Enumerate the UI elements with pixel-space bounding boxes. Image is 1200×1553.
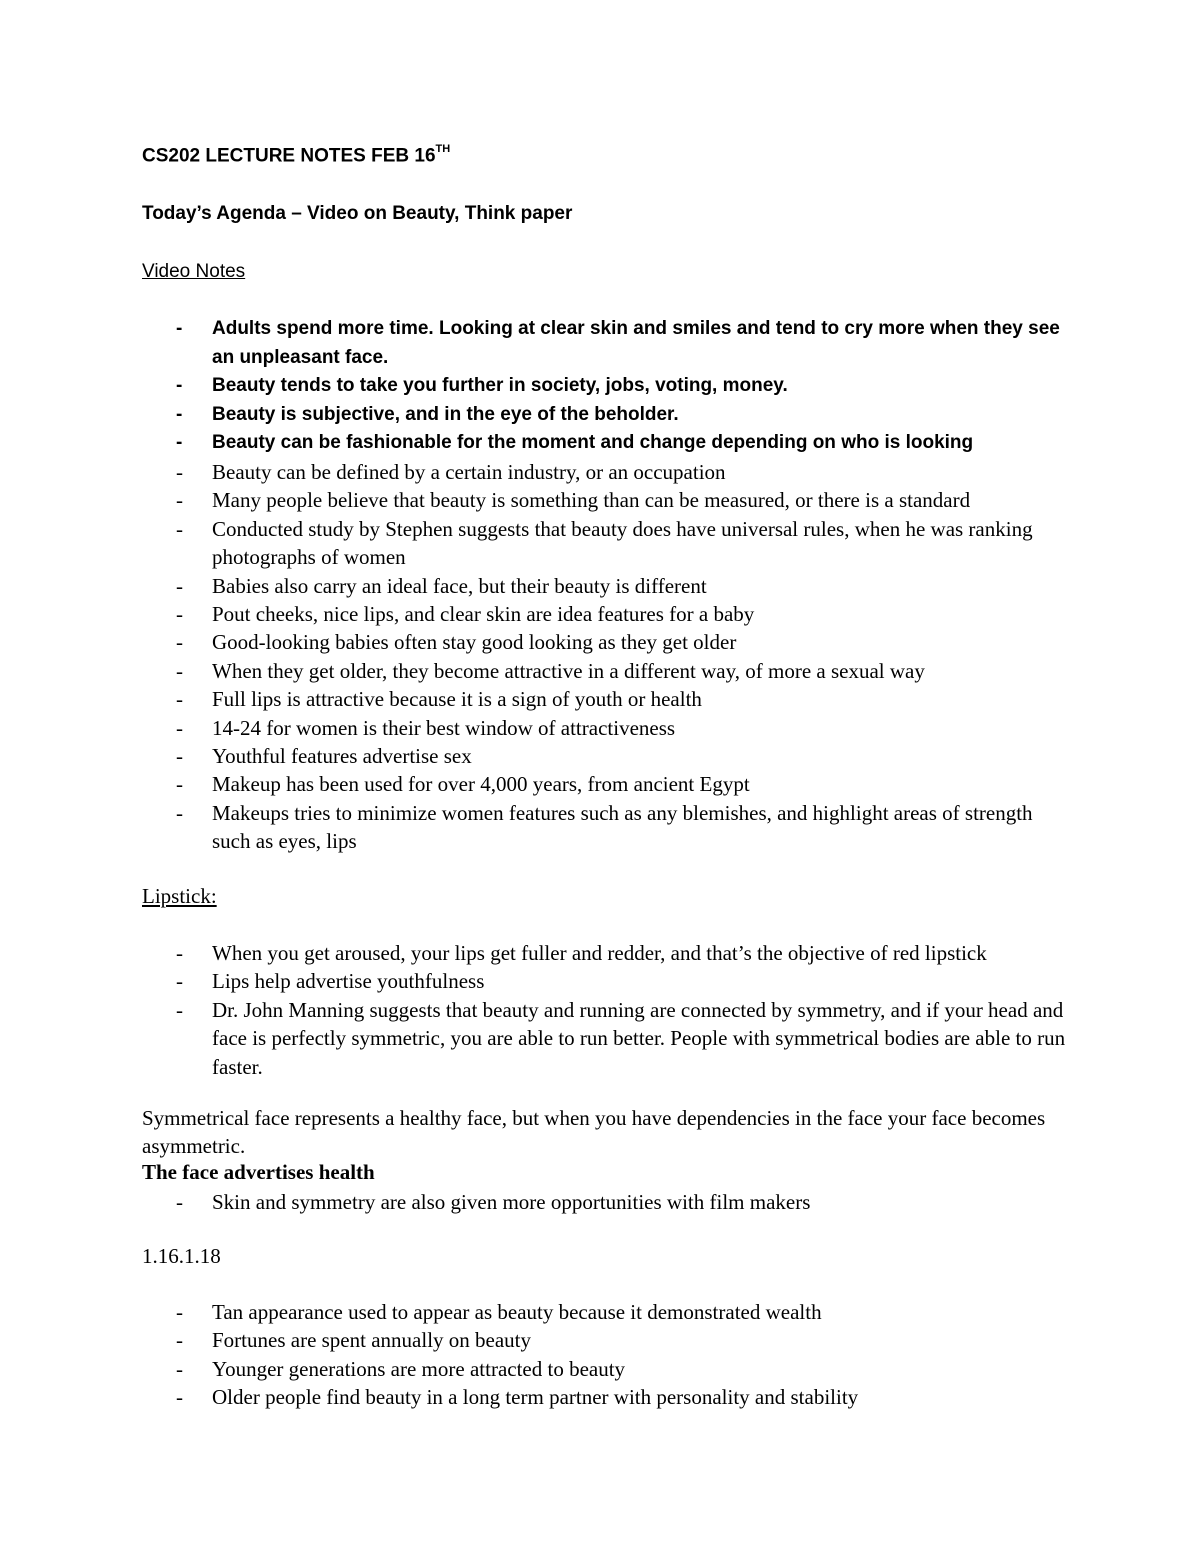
video-notes-heading: Video Notes <box>142 261 246 282</box>
page-title <box>142 145 450 167</box>
face-health-list <box>172 1188 1072 1216</box>
list-item: - Skin and symmetry are also given more opportunities with film makers <box>172 1188 1072 1216</box>
list-item: - Pout cheeks, nice lips, and clear skin are idea features for a baby <box>172 600 1072 628</box>
list-item: - Youthful features advertise sex <box>172 742 1072 770</box>
list-item: - When they get older, they become attractive in a different way, of more a sexual way <box>172 657 1072 685</box>
face-health-heading: The face advertises health <box>142 1160 375 1184</box>
list-item: - Dr. John Manning suggests that beauty and running are connected by symmetry, and if your head and face is perfectly symmetric, you are able to run better. People with symmetrical bodies are able to run faster. <box>172 996 1072 1081</box>
agenda-line: Today’s Agenda – Video on Beauty, Think paper <box>142 203 573 224</box>
list-item: - Makeup has been used for over 4,000 years, from ancient Egypt <box>172 770 1072 798</box>
title-text: CS202 LECTURE NOTES FEB 16 <box>142 145 436 167</box>
video-notes-list <box>172 315 1072 856</box>
list-item: - Older people find beauty in a long term partner with personality and stability <box>172 1383 1072 1411</box>
final-notes-list <box>172 1298 1072 1412</box>
list-item: - Many people believe that beauty is something than can be measured, or there is a standard <box>172 486 1072 514</box>
list-item: - Lips help advertise youthfulness <box>172 967 1072 995</box>
list-item: - Beauty can be fashionable for the moment and change depending on who is looking <box>172 429 1072 458</box>
list-item: - Adults spend more time. Looking at clear skin and smiles and tend to cry more when they see an unpleasant face. <box>172 315 1072 372</box>
list-item: - Tan appearance used to appear as beauty because it demonstrated wealth <box>172 1298 1072 1326</box>
list-item: - Full lips is attractive because it is a sign of youth or health <box>172 685 1072 713</box>
title-superscript: TH <box>435 143 451 155</box>
lipstick-notes-list <box>172 939 1072 1081</box>
list-item: - When you get aroused, your lips get fuller and redder, and that’s the objective of red lipstick <box>172 939 1072 967</box>
list-item: - Fortunes are spent annually on beauty <box>172 1326 1072 1354</box>
symmetry-paragraph: Symmetrical face represents a healthy face, but when you have dependencies in the face your face becomes asymmetric. <box>142 1106 1046 1159</box>
list-item: - 14-24 for women is their best window of attractiveness <box>172 714 1072 742</box>
list-item: - Beauty can be defined by a certain industry, or an occupation <box>172 458 1072 486</box>
date-label: 1.16.1.18 <box>142 1244 221 1268</box>
lipstick-heading: Lipstick: <box>142 884 217 908</box>
list-item: - Good-looking babies often stay good looking as they get older <box>172 628 1072 656</box>
list-item: - Conducted study by Stephen suggests that beauty does have universal rules, when he was ranking photographs of women <box>172 515 1072 572</box>
list-item: - Beauty tends to take you further in society, jobs, voting, money. <box>172 372 1072 401</box>
list-item: - Younger generations are more attracted to beauty <box>172 1355 1072 1383</box>
list-item: - Beauty is subjective, and in the eye of the beholder. <box>172 401 1072 430</box>
list-item: - Makeups tries to minimize women features such as any blemishes, and highlight areas of strength such as eyes, lips <box>172 799 1072 856</box>
list-item: - Babies also carry an ideal face, but their beauty is different <box>172 572 1072 600</box>
